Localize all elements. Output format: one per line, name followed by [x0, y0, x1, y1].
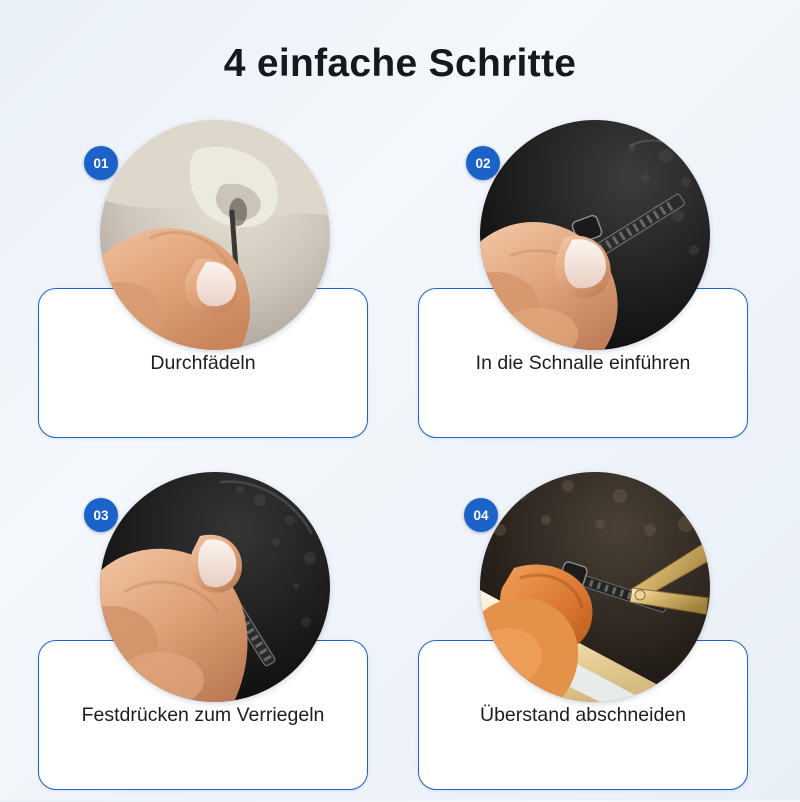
- step-label: In die Schnalle einführen: [475, 351, 691, 374]
- steps-grid: [38, 120, 762, 802]
- page-title: 4 einfache Schritte: [223, 42, 577, 85]
- step-label: Festdrücken zum Verriegeln: [81, 703, 325, 726]
- step-number-badge: 04: [464, 498, 498, 532]
- step-number-badge: 02: [466, 146, 500, 180]
- step-number-badge: 01: [84, 146, 118, 180]
- step-card-01: [38, 120, 382, 450]
- step-number-badge: 03: [84, 498, 118, 532]
- step-label: Durchfädeln: [150, 351, 256, 374]
- step-card-04: [418, 472, 762, 802]
- step-card-02: [418, 120, 762, 450]
- step-card-03: [38, 472, 382, 802]
- step-label: Überstand abschneiden: [480, 703, 686, 726]
